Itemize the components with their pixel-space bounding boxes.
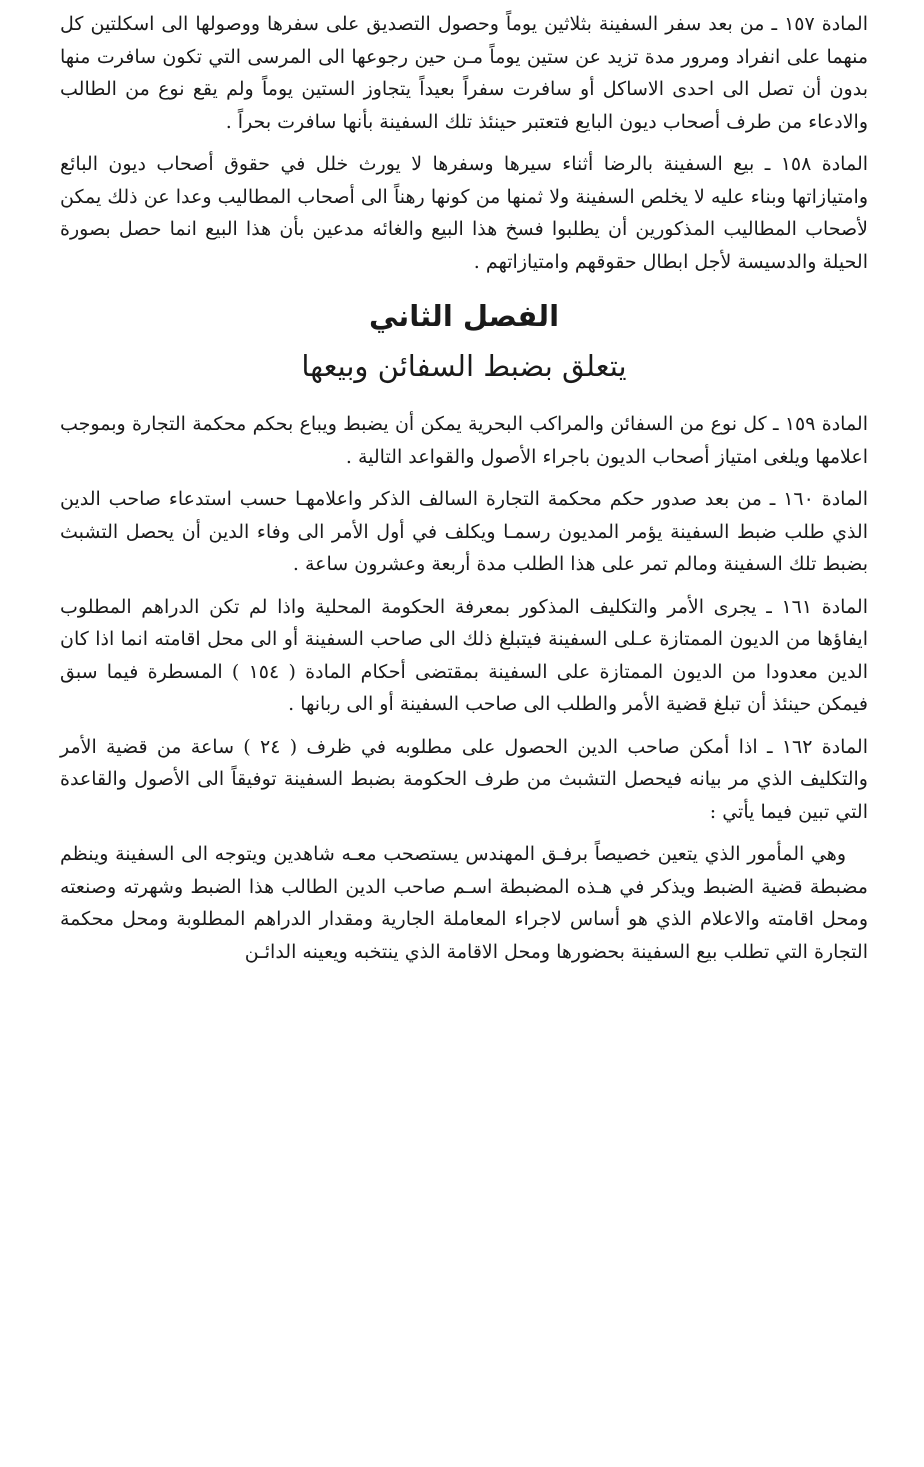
article-157: المادة ١٥٧ ـ من بعد سفر السفينة بثلاثين يوماً وحصول التصديق على سفرها ووصولها الى اسكلتين كل منهما على انفراد ومرور مدة تزيد عن ستين يوماً مـن حين رجوعها الى المرسى التي تكون سافرت منها بدون أن تصل الى احدى الاساكل أو سافرت سفراً بعيداً يتجاوز الستين يوماً ولم يقع نوع من الطالب والادعاء من طرف أصحاب ديون البايع فتعتبر حينئذ تلك السفينة بأنها سافرت بحراً . — [60, 13, 869, 133]
article-161: المادة ١٦١ ـ يجرى الأمر والتكليف المذكور بمعرفة الحكومة المحلية واذا لم تكن الدراهم المطلوب ايفاؤها من الديون الممتازة عـلى السفينة فيتبلغ ذلك الى صاحب السفينة أو الى محل اقامته انما اذا كان الدين معدودا من الديون الممتازة على السفينة بمقتضى أحكام المادة ( ١٥٤ ) المسطرة فيما سبق فيمكن حينئذ أن تبلغ قضية الأمر والطلب الى صاحب السفينة أو الى ربانها . — [60, 595, 868, 715]
chapter-subtitle: يتعلق بضبط السفائن وبيعها — [301, 349, 627, 383]
article-162: المادة ١٦٢ ـ اذا أمكن صاحب الدين الحصول على مطلوبه في ظرف ( ٢٤ ) ساعة من قضية الأمر والتكليف الذي مر بيانه فيحصل التشبث من طرف الحكومة بضبط السفينة توفيقاً الى الأصول والقاعدة التي تبين فيما يأتي : — [60, 735, 868, 823]
article-159: المادة ١٥٩ ـ كل نوع من السفائن والمراكب البحرية يمكن أن يضبط ويباع بحكم محكمة التجارة وبموجب اعلامها ويلغى امتياز أصحاب الديون باجراء الأصول والقواعد التالية . — [60, 413, 868, 468]
article-162-continuation: وهي المأمور الذي يتعين خصيصاً برفـق المهندس يستصحب معـه شاهدين ويتوجه الى السفينة وينظم مضبطة قضية الضبط ويذكر في هـذه المضبطة اسـم صاحب الدين الطالب هذا الضبط وشهرته وصنعته ومحل اقامته والاعلام الذي هو أساس لاجراء المعاملة الجارية ومقدار الدراهم المطلوبة ومحل محكمة التجارة التي تطلب بيع السفينة بحضورها ومحل الاقامة الذي ينتخبه ويعينه الدائـن — [60, 843, 868, 963]
chapter-title: الفصل الثاني — [368, 299, 560, 333]
article-158: المادة ١٥٨ ـ بيع السفينة بالرضا أثناء سيرها وسفرها لا يورث خلل في حقوق أصحاب ديون البائع وامتيازاتها وبناء عليه لا يخلص السفينة ولا ثمنها من كونها رهناً الى أصحاب المطاليب وعدا عن ذلك يمكن لأصحاب المطاليب المذكورين أن يطلبوا فسخ هذا البيع والغائه مدعين بأن هذا البيع انما حصل بصورة الحيلة والدسيسة لأجل ابطال حقوقهم وامتيازاتهم . — [60, 153, 869, 273]
document-page — [60, 8, 868, 978]
article-160: المادة ١٦٠ ـ من بعد صدور حكم محكمة التجارة السالف الذكر واعلامهـا حسب استدعاء صاحب الدين الذي طلب ضبط السفينة يؤمر المديون رسمـا ويكلف في أول الأمر الى وفاء الدين أن يحصل التشبث بضبط تلك السفينة ومالم تمر على هذا الطلب مدة أربعة وعشرون ساعة . — [60, 488, 868, 575]
